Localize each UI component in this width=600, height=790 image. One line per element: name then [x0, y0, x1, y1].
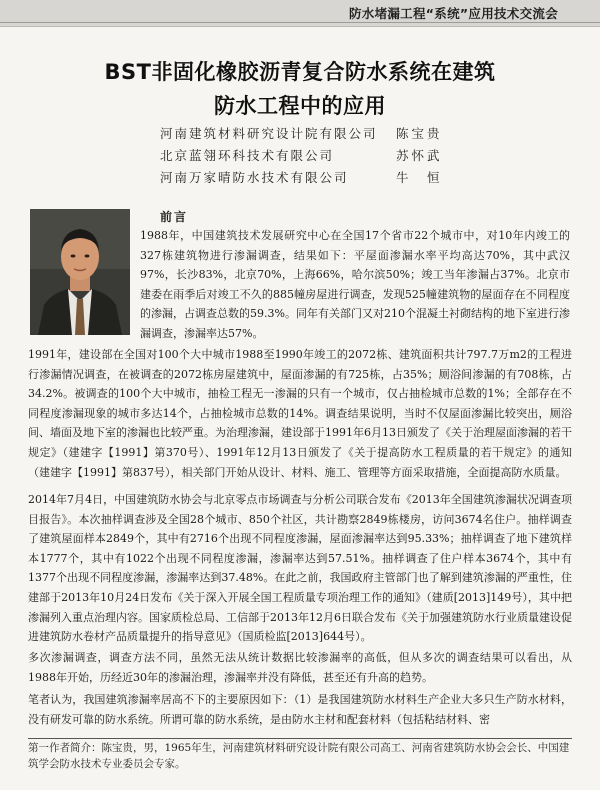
affiliation-org: 北京蓝翎环科技术有限公司: [160, 148, 335, 163]
paragraph-4: 多次渗漏调查，调查方法不同，虽然无法从统计数据比较渗漏率的高低，但从多次的调查结果可以看出，从1988年开始，历经近30年的渗漏治理，渗漏率并没有降低，甚至还有升高的趋势。: [28, 651, 572, 684]
section-heading: 前言: [160, 210, 189, 224]
affiliation-org: 河南建筑材料研究设计院有限公司: [160, 126, 378, 141]
paragraph-1: 1988年，中国建筑技术发展研究中心在全国17个省市22个城市中，对10年内竣工的327栋建筑物进行渗漏调查，结果如下：平屋面渗漏水率平均高达70%，其中武汉97%，长沙83%，北京70%，上海66%，哈尔滨50%；竣工当年渗漏占37%。北京市建委在雨季后对竣工不久的885幢房屋进行调查，发现525幢建筑物的屋面存在不同程度的渗漏，占调查总数的59.3%。同年有关部门又对210个混凝土衬砌结构的地下室进行渗漏调查，渗漏率达57%。: [140, 229, 570, 340]
author-portrait-image: [30, 209, 130, 335]
footnote-rule: [28, 738, 572, 739]
affiliation-row: [160, 146, 520, 166]
paragraph-3: 2014年7月4日，中国建筑防水协会与北京零点市场调查与分析公司联合发布《2013年全国建筑渗漏状况调查项目报告》。本次抽样调查涉及全国28个城市、850个社区，共计勘察2849栋楼房，访问3674名住户。抽样调查了建筑屋面样本2849个，其中有2716个出现不同程度渗漏，屋面渗漏率达到95.33%；抽样调查了地下建筑样本1777个，其中有1022个出现不同程度渗漏，渗漏率达到57.51%。抽样调查了住户样本3674个，其中有1377个出现不同程度渗漏，渗漏率达到37.48%。在此之前，我国政府主管部门也了解到建筑渗漏的严重性，住建部于2013年10月24日发布《关于深入开展全国工程质量专项治理工作的通知》（建质[2013]149号），其中把渗漏列入重点治理内容。国家质检总局、工信部于2013年12月6日联合发布《关于加强建筑防水行业质量建设促进建筑防水卷材产品质量提升的指导意见》（国质检监[2013]644号）。: [28, 493, 572, 644]
header-rule: [0, 22, 600, 23]
article-title-line-2: 防水工程中的应用: [214, 94, 386, 118]
paragraph-5: 笔者认为，我国建筑渗漏率居高不下的主要原因如下：（1）是我国建筑防水材料生产企业大多只生产防水材料，没有研发可靠的防水系统。所谓可靠的防水系统，是由防水主材和配套材料（包括粘结材料、密: [28, 693, 572, 726]
journal-title: 防水堵漏工程“系统”应用技术交流会: [348, 6, 558, 21]
author-footnote: 第一作者简介：陈宝贵，男，1965年生，河南建筑材料研究设计院有限公司高工、河南省建筑防水协会会长、中国建筑学会防水技术专业委员会专家。: [28, 742, 570, 770]
affiliation-row: [160, 168, 520, 188]
author-photo: [30, 209, 130, 335]
affiliation-author: 苏怀武: [396, 148, 443, 163]
article-title-line-1: BST非固化橡胶沥青复合防水系统在建筑: [104, 60, 496, 84]
paragraph-2: 1991年，建设部在全国对100个大中城市1988至1990年竣工的2072栋、建筑面积共计797.7万m2的工程进行渗漏情况调查，在被调查的2072栋房屋建筑中，屋面渗漏的有725栋，占35%；厕浴间渗漏的有708栋，占34.2%。被调查的100个大中城市，抽检工程无一渗漏的只有一个城市，仅占抽检城市总数的1%；全部存在不同程度渗漏现象的城市多达14个，占抽检城市总数的14%。调查结果说明，当时不仅屋面渗漏比较突出，厕浴间、墙面及地下室的渗漏也比较严重。为治理渗漏，建设部于1991年6月13日颁发了《关于治理屋面渗漏的若干规定》（建建字【1991】第370号）、1991年12月13日颁发了《关于提高防水工程质量的若干规定》的通知（建建字【1991】第837号），相关部门开始从设计、材料、施工、管理等方面采取措施，全面提高防水质量。: [28, 348, 572, 479]
journal-header-band: [0, 0, 600, 27]
affiliation-org: 河南万家晴防水技术有限公司: [160, 170, 349, 185]
affiliation-author: 陈宝贵: [396, 126, 443, 141]
affiliation-author: 牛 恒: [396, 170, 443, 185]
affiliation-row: [160, 124, 520, 144]
